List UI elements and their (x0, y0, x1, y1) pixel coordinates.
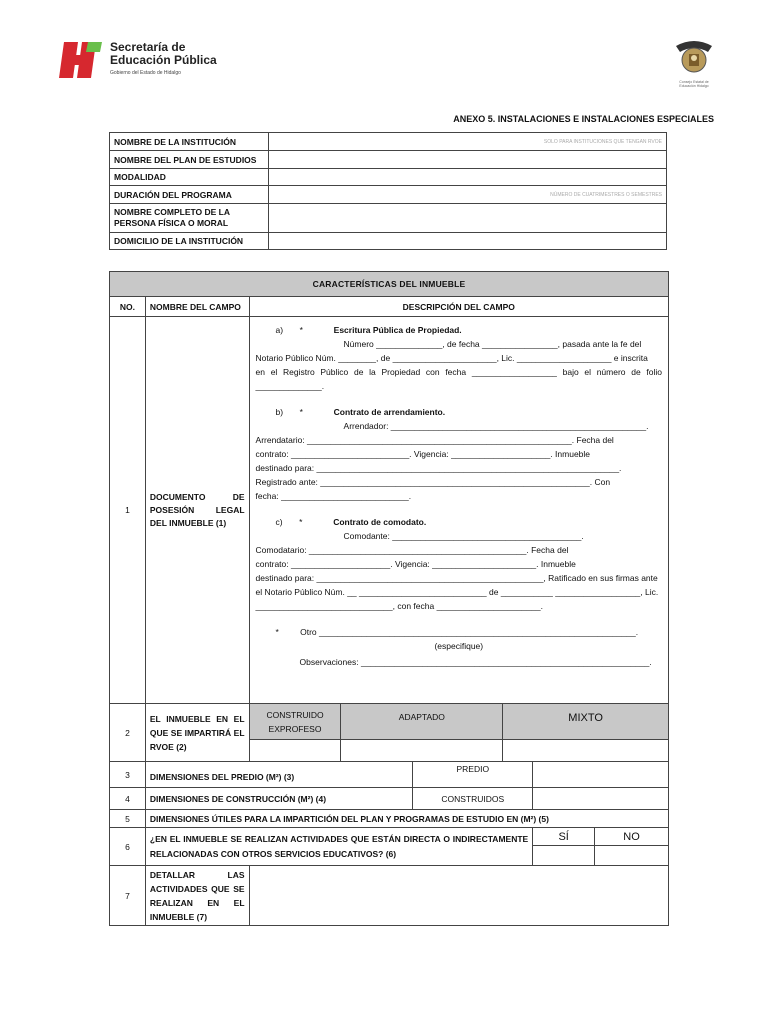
built-answer[interactable] (533, 788, 669, 810)
institution-hint[interactable]: SOLO PARA INSTITUCIONES QUE TENGAN RVOE (269, 133, 667, 151)
option-a-line-2[interactable]: Notario Público Núm. ________, de ______________________, Lic. ____________________ e inscrita (255, 353, 648, 363)
row-field-label: DOCUMENTO DE POSESIÓN LEGAL DEL INMUEBLE (1) (145, 317, 249, 704)
option-c-line-1[interactable]: Comodante: ________________________________________. (343, 531, 584, 541)
duration-hint[interactable]: NÚMERO DE CUATRIMESTRES O SEMESTRES (269, 186, 667, 204)
yes-answer[interactable] (533, 846, 595, 866)
org-line-1: Secretaría de (110, 40, 186, 54)
option-other-specify: (especifique) (434, 641, 484, 651)
row-number: 1 (110, 317, 146, 704)
modality-field[interactable] (269, 169, 667, 186)
option-b-line-2[interactable]: Arrendatario: ________________________________________________________. Fecha del (255, 435, 614, 445)
option-other-marker[interactable]: * (275, 627, 279, 637)
section-title-row (110, 272, 669, 297)
row-number: 4 (110, 788, 146, 810)
option-b-line-3[interactable]: contrato: _________________________. Vigencia: _____________________. Inmueble (255, 449, 591, 459)
table-row-4 (110, 788, 669, 810)
option-b-line-5[interactable]: Registrado ante: _________________________________________________________. Con (255, 477, 611, 487)
option-a-line-3[interactable]: en el Registro Público de la Propiedad con fecha __________________ bajo el número de folio ______________. (255, 367, 662, 391)
option-built-on-purpose: CONSTRUIDO EXPROFESO (249, 704, 341, 740)
no-option: NO (595, 828, 669, 846)
predio-answer[interactable] (533, 762, 669, 788)
possession-document-options[interactable] (249, 317, 668, 704)
plan-label: NOMBRE DEL PLAN DE ESTUDIOS (110, 151, 269, 169)
option-other-line[interactable]: Otro ___________________________________________________________________. (300, 627, 639, 637)
predio-unit-label: PREDIO (413, 762, 533, 788)
person-label: NOMBRE COMPLETO DE LA PERSONA FÍSICA O MORAL (110, 204, 269, 233)
sep-logo-icon (58, 38, 104, 82)
row-field-label: DETALLAR LAS ACTIVIDADES QUE SE REALIZAN EN EL INMUEBLE (7) (145, 866, 249, 926)
address-field[interactable] (269, 233, 667, 250)
table-row-3 (110, 762, 669, 788)
characteristics-table (109, 271, 669, 926)
row-number: 6 (110, 828, 146, 866)
plan-field[interactable] (269, 151, 667, 169)
column-field: NOMBRE DEL CAMPO (145, 297, 249, 317)
org-line-2: Educación Pública (110, 53, 217, 67)
org-subtitle: Gobierno del Estado de Hidalgo (110, 70, 181, 76)
observations-line[interactable]: Observaciones: _____________________________________________________________. (299, 657, 652, 667)
table-row-6 (110, 828, 669, 846)
row-number: 2 (110, 704, 146, 762)
row-field-label: EL INMUEBLE EN EL QUE SE IMPARTIRÁ EL RVOE (2) (145, 704, 249, 762)
adapted-answer[interactable] (341, 740, 503, 762)
seal-caption: Consejo Estatal de Educación Hidalgo (679, 80, 709, 88)
option-a-letter: a) (275, 325, 284, 335)
activities-answer[interactable] (249, 866, 668, 926)
option-b-line-1[interactable]: Arrendador: ______________________________________________________. (343, 421, 649, 431)
no-answer[interactable] (595, 846, 669, 866)
duration-row (110, 186, 667, 204)
table-row-1 (110, 317, 669, 704)
modality-label: MODALIDAD (110, 169, 269, 186)
row-field-label: DIMENSIONES DE CONSTRUCCIÓN (M²) (4) (145, 788, 412, 810)
row-field-label: DIMENSIONES DEL PREDIO (M²) (3) (145, 762, 412, 788)
organization-name (110, 41, 217, 67)
general-info-table (109, 132, 667, 250)
table-row-2 (110, 704, 669, 740)
row-number: 3 (110, 762, 146, 788)
row-field-label: DIMENSIONES ÚTILES PARA LA IMPARTICIÓN DEL PLAN Y PROGRAMAS DE ESTUDIO EN (M²) (5) (145, 810, 668, 828)
person-row (110, 204, 667, 233)
section-title: CARACTERÍSTICAS DEL INMUEBLE (110, 272, 669, 297)
built-on-purpose-answer[interactable] (249, 740, 341, 762)
option-b-letter: b) (275, 407, 284, 417)
option-a-title: Escritura Pública de Propiedad. (333, 325, 462, 335)
option-c-line-5[interactable]: el Notario Público Núm. __ ___________________________ de ___________ __________________, Lic. (255, 587, 659, 597)
address-row (110, 233, 667, 250)
address-label: DOMICILIO DE LA INSTITUCIÓN (110, 233, 269, 250)
institution-label: NOMBRE DE LA INSTITUCIÓN (110, 133, 269, 151)
option-c-marker[interactable]: * (299, 517, 303, 527)
option-b-line-6[interactable]: fecha: ___________________________. (255, 491, 412, 501)
mixed-answer[interactable] (503, 740, 669, 762)
option-a-marker[interactable]: * (299, 325, 303, 335)
duration-label: DURACIÓN DEL PROGRAMA (110, 186, 269, 204)
option-a-line-1[interactable]: Número ______________, de fecha ________________, pasada ante la fe del (343, 339, 642, 349)
table-row-5 (110, 810, 669, 828)
institution-row (110, 133, 667, 151)
row-field-label: ¿EN EL INMUEBLE SE REALIZAN ACTIVIDADES QUE ESTÁN DIRECTA O INDIRECTAMENTE RELACIONADAS CON OTROS SERVICIOS EDUCATIVOS? (6) (145, 828, 532, 866)
built-unit-label: CONSTRUIDOS (413, 788, 533, 810)
column-no: NO. (110, 297, 146, 317)
person-field[interactable] (269, 204, 667, 233)
option-c-title: Contrato de comodato. (333, 517, 427, 527)
option-mixed: MIXTO (503, 704, 669, 740)
yes-option: SÍ (533, 828, 595, 846)
row-number: 7 (110, 866, 146, 926)
option-b-line-4[interactable]: destinado para: ________________________________________________________________. (255, 463, 622, 473)
modality-row (110, 169, 667, 186)
column-description: DESCRIPCIÓN DEL CAMPO (249, 297, 668, 317)
option-c-line-6[interactable]: _____________________________, con fecha ______________________. (255, 601, 543, 611)
option-c-letter: c) (275, 517, 283, 527)
option-c-line-4[interactable]: destinado para: ________________________________________________, Ratificado en sus firmas ante (255, 573, 658, 583)
table-row-7 (110, 866, 669, 926)
column-header-row (110, 297, 669, 317)
option-c-line-2[interactable]: Comodatario: ______________________________________________. Fecha del (255, 545, 569, 555)
row-number: 5 (110, 810, 146, 828)
plan-row (110, 151, 667, 169)
option-b-title: Contrato de arrendamiento. (333, 407, 446, 417)
annex-title: ANEXO 5. INSTALACIONES E INSTALACIONES ESPECIALES (453, 114, 714, 124)
option-c-line-3[interactable]: contrato: _____________________. Vigencia: ______________________. Inmueble (255, 559, 576, 569)
option-adapted: ADAPTADO (341, 704, 503, 740)
option-b-marker[interactable]: * (299, 407, 303, 417)
